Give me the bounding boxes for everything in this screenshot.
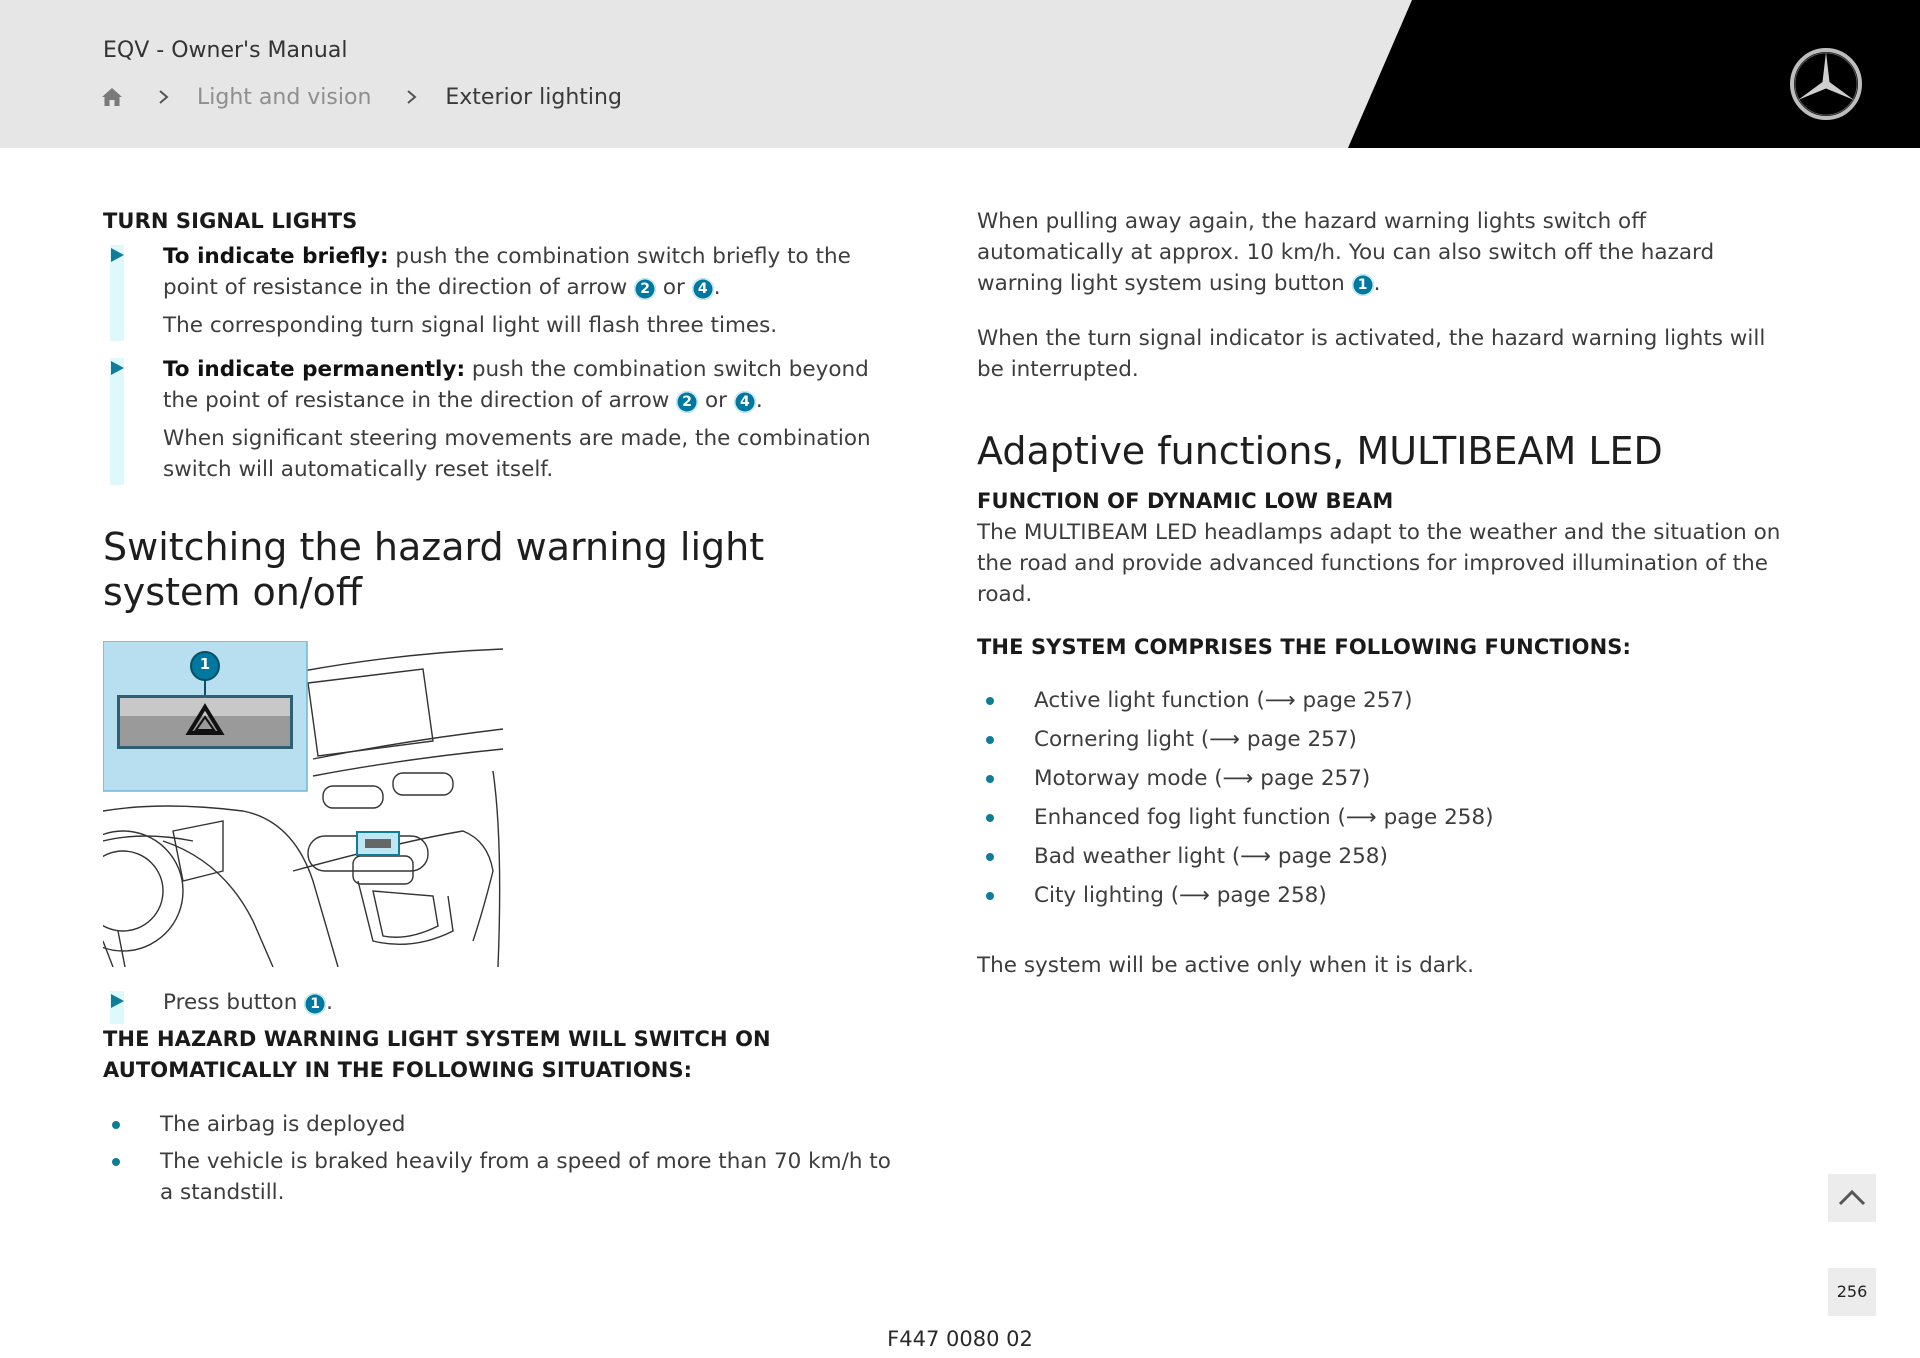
- function-link[interactable]: Bad weather light (⟶ page 258): [1034, 844, 1388, 869]
- manual-title: EQV - Owner's Manual: [103, 38, 348, 63]
- step-note: The corresponding turn signal light will flash three times.: [163, 313, 778, 338]
- chevron-right-icon: [157, 90, 171, 104]
- callout-number: 1: [304, 993, 326, 1015]
- page-number-button[interactable]: 256: [1828, 1268, 1876, 1316]
- chevron-up-icon: [1828, 1174, 1876, 1222]
- footer-code: F447 0080 02: [887, 1327, 1033, 1351]
- step-press-button: [103, 987, 903, 1018]
- step-indicate-permanently: [103, 354, 903, 485]
- system-functions-heading: THE SYSTEM COMPRISES THE FOLLOWING FUNCTIONS:: [977, 635, 1632, 659]
- step-text: [163, 241, 903, 303]
- bullet-dot: [986, 814, 994, 822]
- list-item-text: The vehicle is braked heavily from a speed of more than 70 km/h to a standstill.: [160, 1149, 891, 1205]
- step-lead: To indicate briefly:: [163, 244, 389, 269]
- step-arrow-icon: [111, 361, 124, 375]
- header-black-panel: [0, 0, 1920, 148]
- step-text-part: .: [713, 275, 721, 300]
- step-lead: To indicate permanently:: [163, 357, 466, 382]
- step-text: [163, 987, 903, 1018]
- step-text-part: .: [326, 990, 334, 1015]
- illustration-callout-number: 1: [199, 655, 211, 673]
- callout-number: 2: [634, 278, 656, 300]
- list-item: [103, 1146, 903, 1208]
- bullet-dot: [112, 1121, 120, 1129]
- adaptive-functions-heading: Adaptive functions, MULTIBEAM LED: [977, 429, 1663, 473]
- paragraph-text: When pulling away again, the hazard warning lights switch off automatically at approx. 10 km/h. You can also switch off the hazard warning light system using button: [977, 209, 1715, 296]
- list-item[interactable]: [977, 841, 1797, 872]
- bullet-dot: [986, 853, 994, 861]
- right-column: [977, 206, 1797, 981]
- step-bar: [110, 358, 124, 485]
- list-item[interactable]: [977, 724, 1797, 755]
- page-header: [0, 0, 1920, 148]
- left-column: [103, 206, 903, 1208]
- auto-switch-heading: THE HAZARD WARNING LIGHT SYSTEM WILL SWITCH ON AUTOMATICALLY IN THE FOLLOWING SITUATIONS:: [103, 1027, 771, 1082]
- turn-signal-interrupt-paragraph: When the turn signal indicator is activated, the hazard warning lights will be interrupted.: [977, 326, 1766, 382]
- turn-signal-heading: TURN SIGNAL LIGHTS: [103, 209, 358, 233]
- callout-number: 4: [692, 278, 714, 300]
- chevron-right-icon: [405, 90, 419, 104]
- step-text-part: push the combination switch beyond the point of resistance in the direction of arrow: [163, 357, 869, 413]
- system-functions-list: [977, 685, 1797, 911]
- callout-number: 4: [734, 391, 756, 413]
- dynamic-low-beam-heading: FUNCTION OF DYNAMIC LOW BEAM: [977, 489, 1394, 513]
- bullet-dot: [986, 736, 994, 744]
- pulling-away-paragraph: [977, 206, 1797, 299]
- step-text-part: push the combination switch briefly to the point of resistance in the direction of arrow: [163, 244, 851, 300]
- function-link[interactable]: Active light function (⟶ page 257): [1034, 688, 1413, 713]
- step-text-part: Press button: [163, 990, 305, 1015]
- list-item[interactable]: [977, 802, 1797, 833]
- list-item: [103, 1109, 903, 1140]
- function-link[interactable]: City lighting (⟶ page 258): [1034, 883, 1327, 908]
- list-item[interactable]: [977, 880, 1797, 911]
- mercedes-star-logo: [1788, 46, 1864, 122]
- dynamic-low-beam-text: The MULTIBEAM LED headlamps adapt to the weather and the situation on the road and provide advanced functions for improved illumination of the road.: [977, 520, 1781, 607]
- paragraph-text: .: [1373, 271, 1381, 296]
- bullet-dot: [986, 892, 994, 900]
- breadcrumb-light-and-vision[interactable]: Light and vision: [197, 84, 372, 110]
- breadcrumb-exterior-lighting: Exterior lighting: [445, 84, 622, 110]
- list-item[interactable]: [977, 685, 1797, 716]
- step-indicate-briefly: [103, 241, 903, 341]
- step-arrow-icon: [111, 994, 124, 1008]
- callout-number: 2: [676, 391, 698, 413]
- dashboard-drawing: [103, 641, 503, 967]
- bullet-dot: [986, 697, 994, 705]
- step-note: When significant steering movements are made, the combination switch will automatically reset itself.: [163, 426, 871, 482]
- scroll-to-top-button[interactable]: [1828, 1174, 1876, 1222]
- step-text: [163, 354, 903, 416]
- function-link[interactable]: Motorway mode (⟶ page 257): [1034, 766, 1371, 791]
- step-text-part: .: [755, 388, 763, 413]
- bullet-dot: [112, 1158, 120, 1166]
- hazard-switch-illustration: [103, 641, 503, 967]
- home-icon[interactable]: [101, 86, 123, 108]
- step-text-part: or: [656, 275, 692, 300]
- list-item-text: The airbag is deployed: [160, 1112, 406, 1137]
- function-link[interactable]: Cornering light (⟶ page 257): [1034, 727, 1357, 752]
- bullet-dot: [986, 775, 994, 783]
- breadcrumb: [101, 80, 622, 114]
- hazard-heading: Switching the hazard warning light system on/off: [103, 525, 765, 614]
- list-item[interactable]: [977, 763, 1797, 794]
- step-arrow-icon: [111, 248, 124, 262]
- active-when-dark-note: The system will be active only when it is dark.: [977, 953, 1475, 978]
- auto-situations-list: [103, 1109, 903, 1208]
- function-link[interactable]: Enhanced fog light function (⟶ page 258): [1034, 805, 1494, 830]
- step-text-part: or: [698, 388, 734, 413]
- callout-number: 1: [1352, 274, 1374, 296]
